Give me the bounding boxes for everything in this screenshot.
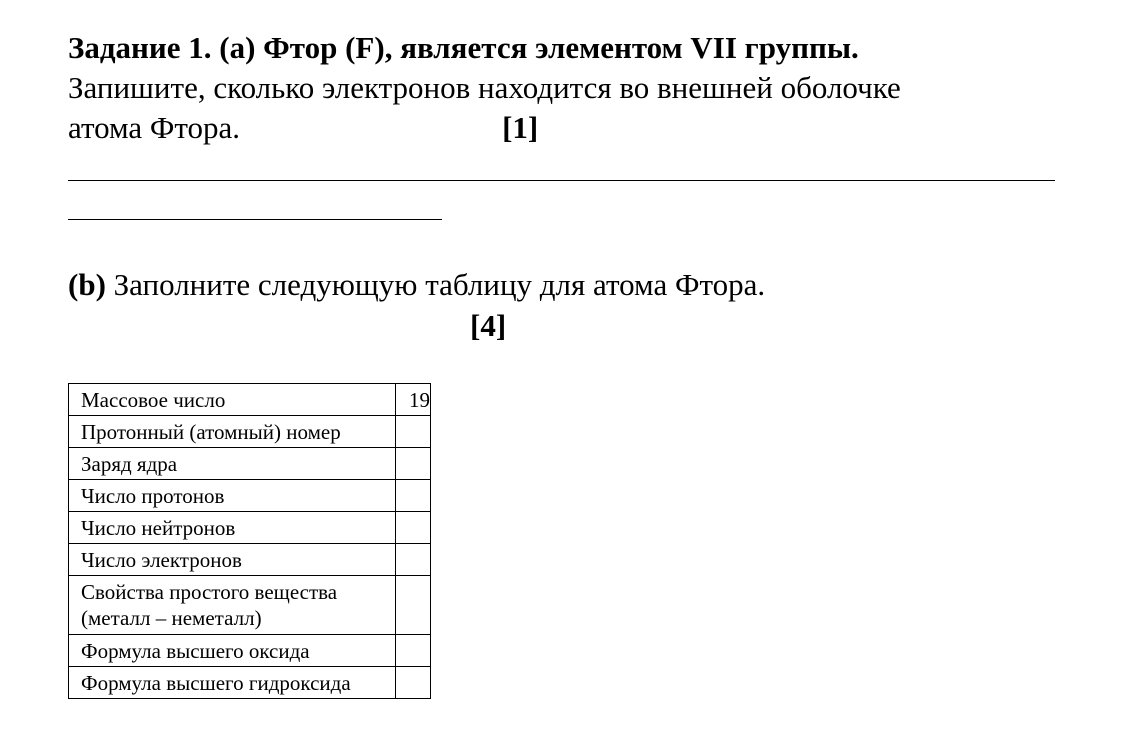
row-label: Число нейтронов <box>69 512 396 544</box>
row-value-cell[interactable] <box>396 635 431 667</box>
fluorine-properties-table <box>68 383 431 699</box>
row-label: Заряд ядра <box>69 448 396 480</box>
points-a: [1] <box>502 110 539 145</box>
table-row <box>69 544 431 576</box>
part-b-instruction <box>68 265 765 305</box>
answer-line-1[interactable] <box>68 180 1055 181</box>
table-row <box>69 416 431 448</box>
row-value-cell[interactable] <box>396 544 431 576</box>
row-value-cell[interactable] <box>396 667 431 699</box>
task-heading: Задание 1. (a) Фтор (F), является элементом VII группы. <box>68 30 859 65</box>
row-value-cell[interactable] <box>396 512 431 544</box>
table-row <box>69 448 431 480</box>
table-row <box>69 480 431 512</box>
row-label: Число электронов <box>69 544 396 576</box>
answer-line-2[interactable] <box>68 219 442 220</box>
row-value-cell[interactable] <box>396 416 431 448</box>
row-value-cell[interactable] <box>396 480 431 512</box>
row-label: Массовое число <box>69 384 396 416</box>
row-value-cell[interactable]: 19 <box>396 384 431 416</box>
task-question-end: атома Фтора. <box>68 110 241 145</box>
row-label-line-2: (металл – неметалл) <box>81 606 262 630</box>
row-value-cell[interactable] <box>396 576 431 635</box>
task-1-text <box>68 28 1068 148</box>
table-row <box>69 384 431 416</box>
row-label <box>69 576 396 635</box>
row-label: Протонный (атомный) номер <box>69 416 396 448</box>
part-b-text: Заполните следующую таблицу для атома Фтора. <box>113 267 766 302</box>
table-row <box>69 576 431 635</box>
table-row <box>69 635 431 667</box>
row-value-cell[interactable] <box>396 448 431 480</box>
task-question-line-1: Запишите, сколько электронов находится во внешней оболочке <box>68 70 901 105</box>
row-label: Формула высшего оксида <box>69 635 396 667</box>
table-row <box>69 667 431 699</box>
row-label: Формула высшего гидроксида <box>69 667 396 699</box>
table-row <box>69 512 431 544</box>
task-question-line-2 <box>68 108 1068 148</box>
points-b: [4] <box>470 308 507 343</box>
row-label: Число протонов <box>69 480 396 512</box>
row-label-line-1: Свойства простого вещества <box>81 580 338 604</box>
part-b-label: (b) <box>68 267 106 302</box>
